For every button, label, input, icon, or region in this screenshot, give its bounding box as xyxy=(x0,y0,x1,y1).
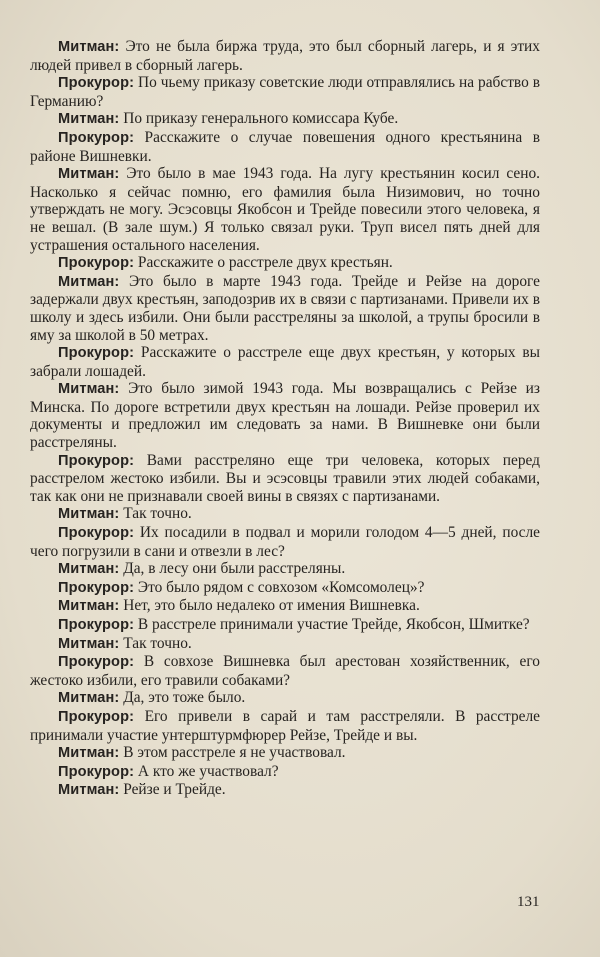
utterance: Это было рядом с совхозом «Комсомолец»? xyxy=(134,578,425,596)
paragraph xyxy=(30,505,540,524)
utterance: Это было в мае 1943 года. На лугу крестьянин косил сено. Насколько я сейчас помню, его фамилия была Низимович, но точно утверждать не могу. Эсэсовцы Якобсон и Трейде повесили этого человека, я не вешал. (В зале шум.) Я только связал руки. Труп висел пять дней для устрашения остального населения. xyxy=(30,165,540,254)
utterance: Расскажите о случае повешения одного крестьянина в районе Вишневки. xyxy=(30,128,540,165)
utterance: Его привели в сарай и там расстреляли. В расстреле принимали участие унтерштурмфюрер Рейзе, Трейде и вы. xyxy=(30,707,540,744)
utterance: Рейзе и Трейде. xyxy=(119,781,226,799)
speaker: Прокурор: xyxy=(58,617,135,633)
paragraph xyxy=(30,273,540,344)
paragraph xyxy=(30,744,540,763)
speaker: Митман: xyxy=(58,561,120,578)
paragraph xyxy=(30,653,540,689)
utterance: В расстреле принимали участие Трейде, Якобсон, Шмитке? xyxy=(134,616,530,633)
speaker: Прокурор: xyxy=(58,654,135,671)
paragraph xyxy=(30,560,540,579)
utterance: По приказу генерального комиссара Кубе. xyxy=(119,110,399,128)
speaker: Прокурор: xyxy=(58,129,135,146)
paragraph xyxy=(30,781,540,800)
paragraph xyxy=(30,763,540,782)
utterance: Это было в марте 1943 года. Трейде и Рейзе на дороге задержали двух крестьян, заподозрив их в связи с партизанами. Привели их в школу и здесь избили. Они были расстреляны за школой, а трупы бросили в яму за школой в 50 метрах. xyxy=(30,272,540,344)
paragraph xyxy=(30,616,540,635)
utterance: Да, в лесу они были расстреляны. xyxy=(119,560,346,578)
utterance: Расскажите о расстреле двух крестьян. xyxy=(134,254,393,272)
speaker: Митман: xyxy=(58,690,120,707)
utterance: Вами расстреляно еще три человека, которых перед расстрелом жестоко избили. Вы и эсэсовцы травили этих людей собаками, так как они не признавали своей вины в связях с партизанами. xyxy=(30,451,540,505)
speaker: Прокурор: xyxy=(58,452,135,469)
paragraph xyxy=(30,597,540,616)
utterance: Это не была биржа труда, это был сборный лагерь, и я этих людей привел в сборный лагерь. xyxy=(30,38,540,74)
speaker: Митман: xyxy=(58,273,120,290)
utterance: В совхозе Вишневка был арестован хозяйственник, его жестоко избили, его травили собаками? xyxy=(30,653,540,689)
utterance: Да, это тоже было. xyxy=(119,689,246,707)
paragraph xyxy=(30,344,540,380)
utterance: Это было зимой 1943 года. Мы возвращались с Рейзе из Минска. По дороге встретили двух крестьян на лошади. Рейзе проверил их документы и предложил им следовать за нами. В Вишневке они были расстреляны. xyxy=(30,380,540,452)
utterance: Расскажите о расстреле еще двух крестьян, у которых вы забрали лошадей. xyxy=(30,344,540,380)
paragraph xyxy=(30,635,540,654)
paragraph xyxy=(30,38,540,74)
paragraph xyxy=(30,452,540,506)
paragraph xyxy=(30,254,540,273)
page-number: 131 xyxy=(517,894,540,910)
speaker: Митман: xyxy=(58,381,120,398)
paragraph xyxy=(30,129,540,165)
speaker: Прокурор: xyxy=(58,525,135,542)
speaker: Митман: xyxy=(58,506,120,523)
paragraph xyxy=(30,524,540,560)
utterance: Нет, это было недалеко от имения Вишневка. xyxy=(119,597,420,615)
paragraph xyxy=(30,110,540,129)
speaker: Прокурор: xyxy=(58,708,135,725)
utterance: Так точно. xyxy=(119,505,192,523)
utterance: В этом расстреле я не участвовал. xyxy=(119,744,346,762)
speaker: Митман: xyxy=(58,39,120,55)
page-text xyxy=(30,38,540,800)
speaker: Митман: xyxy=(58,782,120,799)
speaker: Митман: xyxy=(58,745,120,762)
speaker: Митман: xyxy=(58,166,120,183)
speaker: Прокурор: xyxy=(58,75,135,92)
speaker: Прокурор: xyxy=(58,255,135,272)
paragraph xyxy=(30,380,540,451)
speaker: Прокурор: xyxy=(58,345,135,362)
speaker: Прокурор: xyxy=(58,763,135,780)
speaker: Митман: xyxy=(58,111,120,128)
speaker: Митман: xyxy=(58,635,120,652)
paragraph xyxy=(30,708,540,744)
speaker: Прокурор: xyxy=(58,579,135,596)
utterance: Так точно. xyxy=(119,634,192,652)
utterance: А кто же участвовал? xyxy=(134,762,279,780)
utterance: По чьему приказу советские люди отправлялись на рабство в Германию? xyxy=(30,74,540,110)
paragraph xyxy=(30,579,540,598)
utterance: Их посадили в подвал и морили голодом 4—5 дней, после чего погрузили в сани и отвезли в лес? xyxy=(30,524,540,560)
paragraph xyxy=(30,689,540,708)
paragraph xyxy=(30,165,540,254)
speaker: Митман: xyxy=(58,598,120,615)
paragraph xyxy=(30,74,540,110)
